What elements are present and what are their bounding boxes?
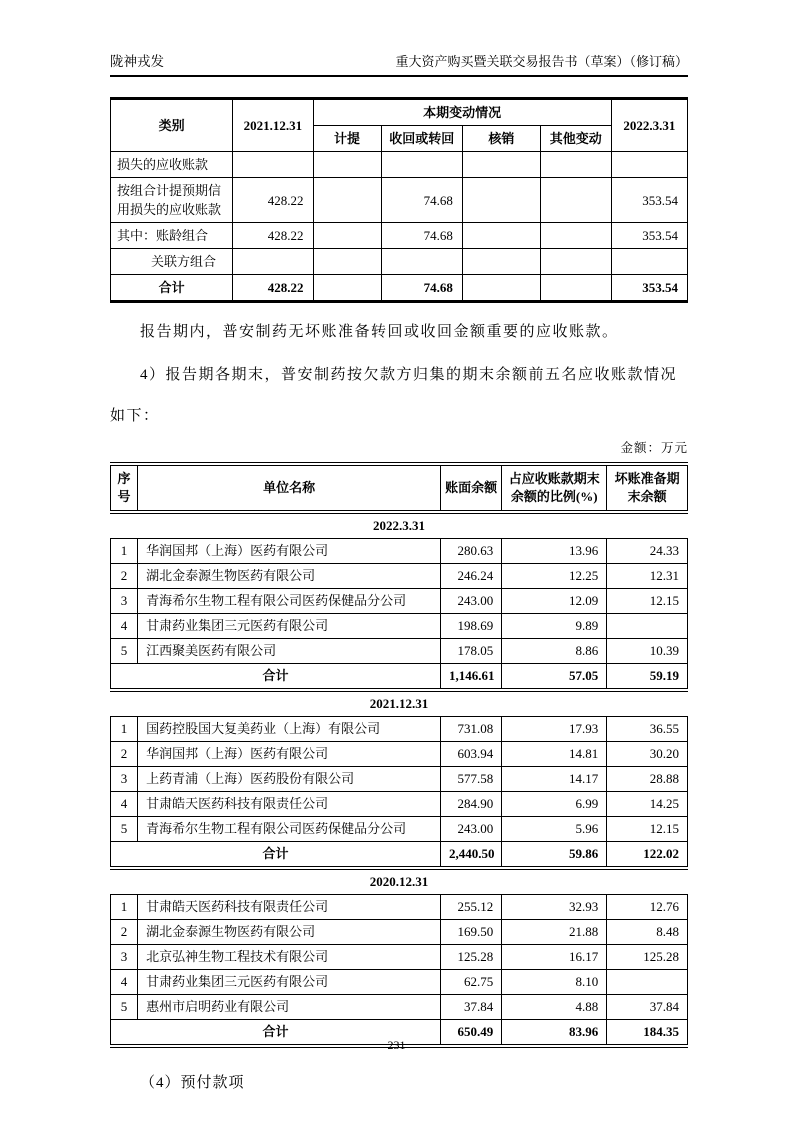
table-row bbox=[111, 742, 688, 767]
value-cell: 184.35 bbox=[607, 1020, 688, 1047]
value-cell bbox=[540, 178, 611, 223]
table2-header-row bbox=[111, 464, 688, 512]
value-cell: 37.84 bbox=[607, 995, 688, 1020]
total-label-cell: 合计 bbox=[111, 664, 441, 691]
table-row bbox=[111, 792, 688, 817]
value-cell: 125.28 bbox=[441, 945, 502, 970]
company-name-cell: 甘肃药业集团三元医药有限公司 bbox=[138, 614, 441, 639]
value-cell: 2,440.50 bbox=[441, 842, 502, 869]
value-cell: 30.20 bbox=[607, 742, 688, 767]
value-cell bbox=[607, 970, 688, 995]
value-cell bbox=[540, 275, 611, 302]
value-cell: 10.39 bbox=[607, 639, 688, 664]
table-row bbox=[111, 945, 688, 970]
value-cell: 5.96 bbox=[502, 817, 607, 842]
company-name-cell: 湖北金泰源生物医药有限公司 bbox=[138, 920, 441, 945]
column-header-serial-number: 序号 bbox=[111, 464, 138, 512]
value-cell: 28.88 bbox=[607, 767, 688, 792]
value-cell: 12.31 bbox=[607, 564, 688, 589]
value-cell: 57.05 bbox=[502, 664, 607, 691]
value-cell: 14.25 bbox=[607, 792, 688, 817]
column-header-category: 类别 bbox=[111, 99, 233, 152]
value-cell: 74.68 bbox=[381, 223, 462, 249]
table-row bbox=[111, 249, 688, 275]
value-cell: 37.84 bbox=[441, 995, 502, 1020]
index-cell: 5 bbox=[111, 639, 138, 664]
index-cell: 2 bbox=[111, 564, 138, 589]
company-name-cell: 惠州市启明药业有限公司 bbox=[138, 995, 441, 1020]
company-name-cell: 甘肃皓天医药科技有限责任公司 bbox=[138, 792, 441, 817]
table-row bbox=[111, 539, 688, 564]
page-number: 231 bbox=[387, 1038, 406, 1052]
category-cell: 损失的应收账款 bbox=[111, 152, 233, 178]
company-name-cell: 甘肃皓天医药科技有限责任公司 bbox=[138, 895, 441, 920]
value-cell: 577.58 bbox=[441, 767, 502, 792]
value-cell: 284.90 bbox=[441, 792, 502, 817]
value-cell: 650.49 bbox=[441, 1020, 502, 1047]
company-name-cell: 华润国邦（上海）医药有限公司 bbox=[138, 742, 441, 767]
table-row bbox=[111, 614, 688, 639]
value-cell: 74.68 bbox=[381, 178, 462, 223]
table-row bbox=[111, 223, 688, 249]
value-cell bbox=[607, 614, 688, 639]
value-cell: 12.15 bbox=[607, 817, 688, 842]
value-cell: 122.02 bbox=[607, 842, 688, 869]
paragraph-top5-intro-line2: 如下： bbox=[110, 408, 160, 424]
value-cell: 169.50 bbox=[441, 920, 502, 945]
value-cell: 59.86 bbox=[502, 842, 607, 869]
company-name-cell: 北京弘神生物工程技术有限公司 bbox=[138, 945, 441, 970]
column-header-baddebt-balance: 坏账准备期末余额 bbox=[607, 464, 688, 512]
company-name-cell: 湖北金泰源生物医药有限公司 bbox=[138, 564, 441, 589]
period-date-cell: 2021.12.31 bbox=[111, 690, 688, 717]
company-name-cell: 华润国邦（上海）医药有限公司 bbox=[138, 539, 441, 564]
total-row bbox=[111, 664, 688, 691]
next-section-heading: （4）预付款项 bbox=[140, 1075, 245, 1091]
value-cell: 246.24 bbox=[441, 564, 502, 589]
total-row bbox=[111, 842, 688, 869]
column-header-prev-period: 2021.12.31 bbox=[233, 99, 313, 152]
column-header-change-group: 本期变动情况 bbox=[313, 99, 611, 126]
value-cell: 14.81 bbox=[502, 742, 607, 767]
category-cell: 其中：账龄组合 bbox=[111, 223, 233, 249]
value-cell: 243.00 bbox=[441, 817, 502, 842]
value-cell bbox=[462, 178, 540, 223]
value-cell bbox=[611, 152, 687, 178]
value-cell: 16.17 bbox=[502, 945, 607, 970]
value-cell bbox=[381, 249, 462, 275]
category-cell: 合计 bbox=[111, 275, 233, 302]
value-cell: 731.08 bbox=[441, 717, 502, 742]
index-cell: 4 bbox=[111, 970, 138, 995]
company-short-name: 陇神戎发 bbox=[110, 54, 164, 69]
value-cell: 8.10 bbox=[502, 970, 607, 995]
total-label-cell: 合计 bbox=[111, 1020, 441, 1047]
value-cell bbox=[462, 275, 540, 302]
company-name-cell: 青海希尔生物工程有限公司医药保健品分公司 bbox=[138, 817, 441, 842]
value-cell: 428.22 bbox=[233, 223, 313, 249]
table2-body bbox=[111, 512, 688, 1046]
value-cell: 24.33 bbox=[607, 539, 688, 564]
paragraph-top5-intro bbox=[110, 355, 688, 437]
value-cell: 603.94 bbox=[441, 742, 502, 767]
value-cell bbox=[462, 249, 540, 275]
value-cell bbox=[540, 223, 611, 249]
column-header-accrual: 计提 bbox=[313, 126, 381, 152]
column-header-pct-of-receivables: 占应收账款期末余额的比例(%) bbox=[502, 464, 607, 512]
value-cell: 12.25 bbox=[502, 564, 607, 589]
table-row bbox=[111, 970, 688, 995]
value-cell bbox=[381, 152, 462, 178]
value-cell bbox=[313, 223, 381, 249]
category-cell: 关联方组合 bbox=[111, 249, 233, 275]
table-row bbox=[111, 717, 688, 742]
table-row bbox=[111, 817, 688, 842]
company-name-cell: 国药控股国大复美药业（上海）有限公司 bbox=[138, 717, 441, 742]
value-cell bbox=[313, 178, 381, 223]
value-cell: 353.54 bbox=[611, 223, 687, 249]
index-cell: 1 bbox=[111, 717, 138, 742]
table-row bbox=[111, 178, 688, 223]
table-row bbox=[111, 564, 688, 589]
period-section-row bbox=[111, 690, 688, 717]
value-cell bbox=[313, 249, 381, 275]
value-cell: 243.00 bbox=[441, 589, 502, 614]
column-header-other-changes: 其他变动 bbox=[540, 126, 611, 152]
top5-receivables-table bbox=[110, 462, 688, 1048]
value-cell: 178.05 bbox=[441, 639, 502, 664]
column-header-recovery-reversal: 收回或转回 bbox=[381, 126, 462, 152]
table1-body bbox=[111, 152, 688, 302]
value-cell: 428.22 bbox=[233, 275, 313, 302]
table-row bbox=[111, 767, 688, 792]
period-section-row bbox=[111, 512, 688, 539]
value-cell bbox=[540, 152, 611, 178]
column-header-company-name: 单位名称 bbox=[138, 464, 441, 512]
index-cell: 3 bbox=[111, 945, 138, 970]
table1-header-row-1 bbox=[111, 99, 688, 126]
total-row bbox=[111, 275, 688, 302]
index-cell: 3 bbox=[111, 767, 138, 792]
value-cell: 4.88 bbox=[502, 995, 607, 1020]
value-cell: 74.68 bbox=[381, 275, 462, 302]
value-cell: 21.88 bbox=[502, 920, 607, 945]
period-section-row bbox=[111, 868, 688, 895]
column-header-book-balance: 账面余额 bbox=[441, 464, 502, 512]
index-cell: 2 bbox=[111, 920, 138, 945]
value-cell bbox=[233, 152, 313, 178]
table-row bbox=[111, 152, 688, 178]
column-header-writeoff: 核销 bbox=[462, 126, 540, 152]
value-cell bbox=[540, 249, 611, 275]
value-cell: 280.63 bbox=[441, 539, 502, 564]
index-cell: 4 bbox=[111, 792, 138, 817]
value-cell: 125.28 bbox=[607, 945, 688, 970]
value-cell bbox=[462, 152, 540, 178]
table-row bbox=[111, 995, 688, 1020]
index-cell: 3 bbox=[111, 589, 138, 614]
value-cell: 12.15 bbox=[607, 589, 688, 614]
value-cell: 32.93 bbox=[502, 895, 607, 920]
value-cell: 353.54 bbox=[611, 275, 687, 302]
value-cell: 8.48 bbox=[607, 920, 688, 945]
value-cell: 14.17 bbox=[502, 767, 607, 792]
paragraph-no-significant-recovery: 报告期内，普安制药无坏账准备转回或收回金额重要的应收账款。 bbox=[140, 324, 619, 340]
value-cell: 83.96 bbox=[502, 1020, 607, 1047]
company-name-cell: 江西聚美医药有限公司 bbox=[138, 639, 441, 664]
paragraph-top5-intro-line1: 4）报告期各期末，普安制药按欠款方归集的期末余额前五名应收账款情况 bbox=[140, 367, 678, 383]
index-cell: 2 bbox=[111, 742, 138, 767]
value-cell: 59.19 bbox=[607, 664, 688, 691]
value-cell: 17.93 bbox=[502, 717, 607, 742]
page-content bbox=[110, 0, 688, 1092]
value-cell bbox=[611, 249, 687, 275]
table-row bbox=[111, 920, 688, 945]
document-header bbox=[110, 50, 688, 77]
value-cell: 9.89 bbox=[502, 614, 607, 639]
value-cell: 12.09 bbox=[502, 589, 607, 614]
index-cell: 1 bbox=[111, 539, 138, 564]
value-cell: 8.86 bbox=[502, 639, 607, 664]
amount-unit-label: 金额：万元 bbox=[620, 441, 688, 455]
value-cell bbox=[313, 152, 381, 178]
table-row bbox=[111, 589, 688, 614]
column-header-next-period: 2022.3.31 bbox=[611, 99, 687, 152]
index-cell: 1 bbox=[111, 895, 138, 920]
company-name-cell: 上药青浦（上海）医药股份有限公司 bbox=[138, 767, 441, 792]
period-date-cell: 2020.12.31 bbox=[111, 868, 688, 895]
bad-debt-provision-change-table bbox=[110, 97, 688, 303]
value-cell bbox=[233, 249, 313, 275]
value-cell: 12.76 bbox=[607, 895, 688, 920]
company-name-cell: 甘肃药业集团三元医药有限公司 bbox=[138, 970, 441, 995]
category-cell: 按组合计提预期信用损失的应收账款 bbox=[111, 178, 233, 223]
index-cell: 5 bbox=[111, 817, 138, 842]
value-cell: 62.75 bbox=[441, 970, 502, 995]
index-cell: 5 bbox=[111, 995, 138, 1020]
index-cell: 4 bbox=[111, 614, 138, 639]
value-cell bbox=[462, 223, 540, 249]
value-cell: 428.22 bbox=[233, 178, 313, 223]
value-cell: 13.96 bbox=[502, 539, 607, 564]
value-cell: 6.99 bbox=[502, 792, 607, 817]
value-cell: 353.54 bbox=[611, 178, 687, 223]
table-row bbox=[111, 639, 688, 664]
value-cell: 1,146.61 bbox=[441, 664, 502, 691]
period-date-cell: 2022.3.31 bbox=[111, 512, 688, 539]
value-cell: 255.12 bbox=[441, 895, 502, 920]
total-label-cell: 合计 bbox=[111, 842, 441, 869]
table-row bbox=[111, 895, 688, 920]
value-cell: 198.69 bbox=[441, 614, 502, 639]
report-title: 重大资产购买暨关联交易报告书（草案）（修订稿） bbox=[395, 54, 688, 69]
value-cell bbox=[313, 275, 381, 302]
value-cell: 36.55 bbox=[607, 717, 688, 742]
company-name-cell: 青海希尔生物工程有限公司医药保健品分公司 bbox=[138, 589, 441, 614]
